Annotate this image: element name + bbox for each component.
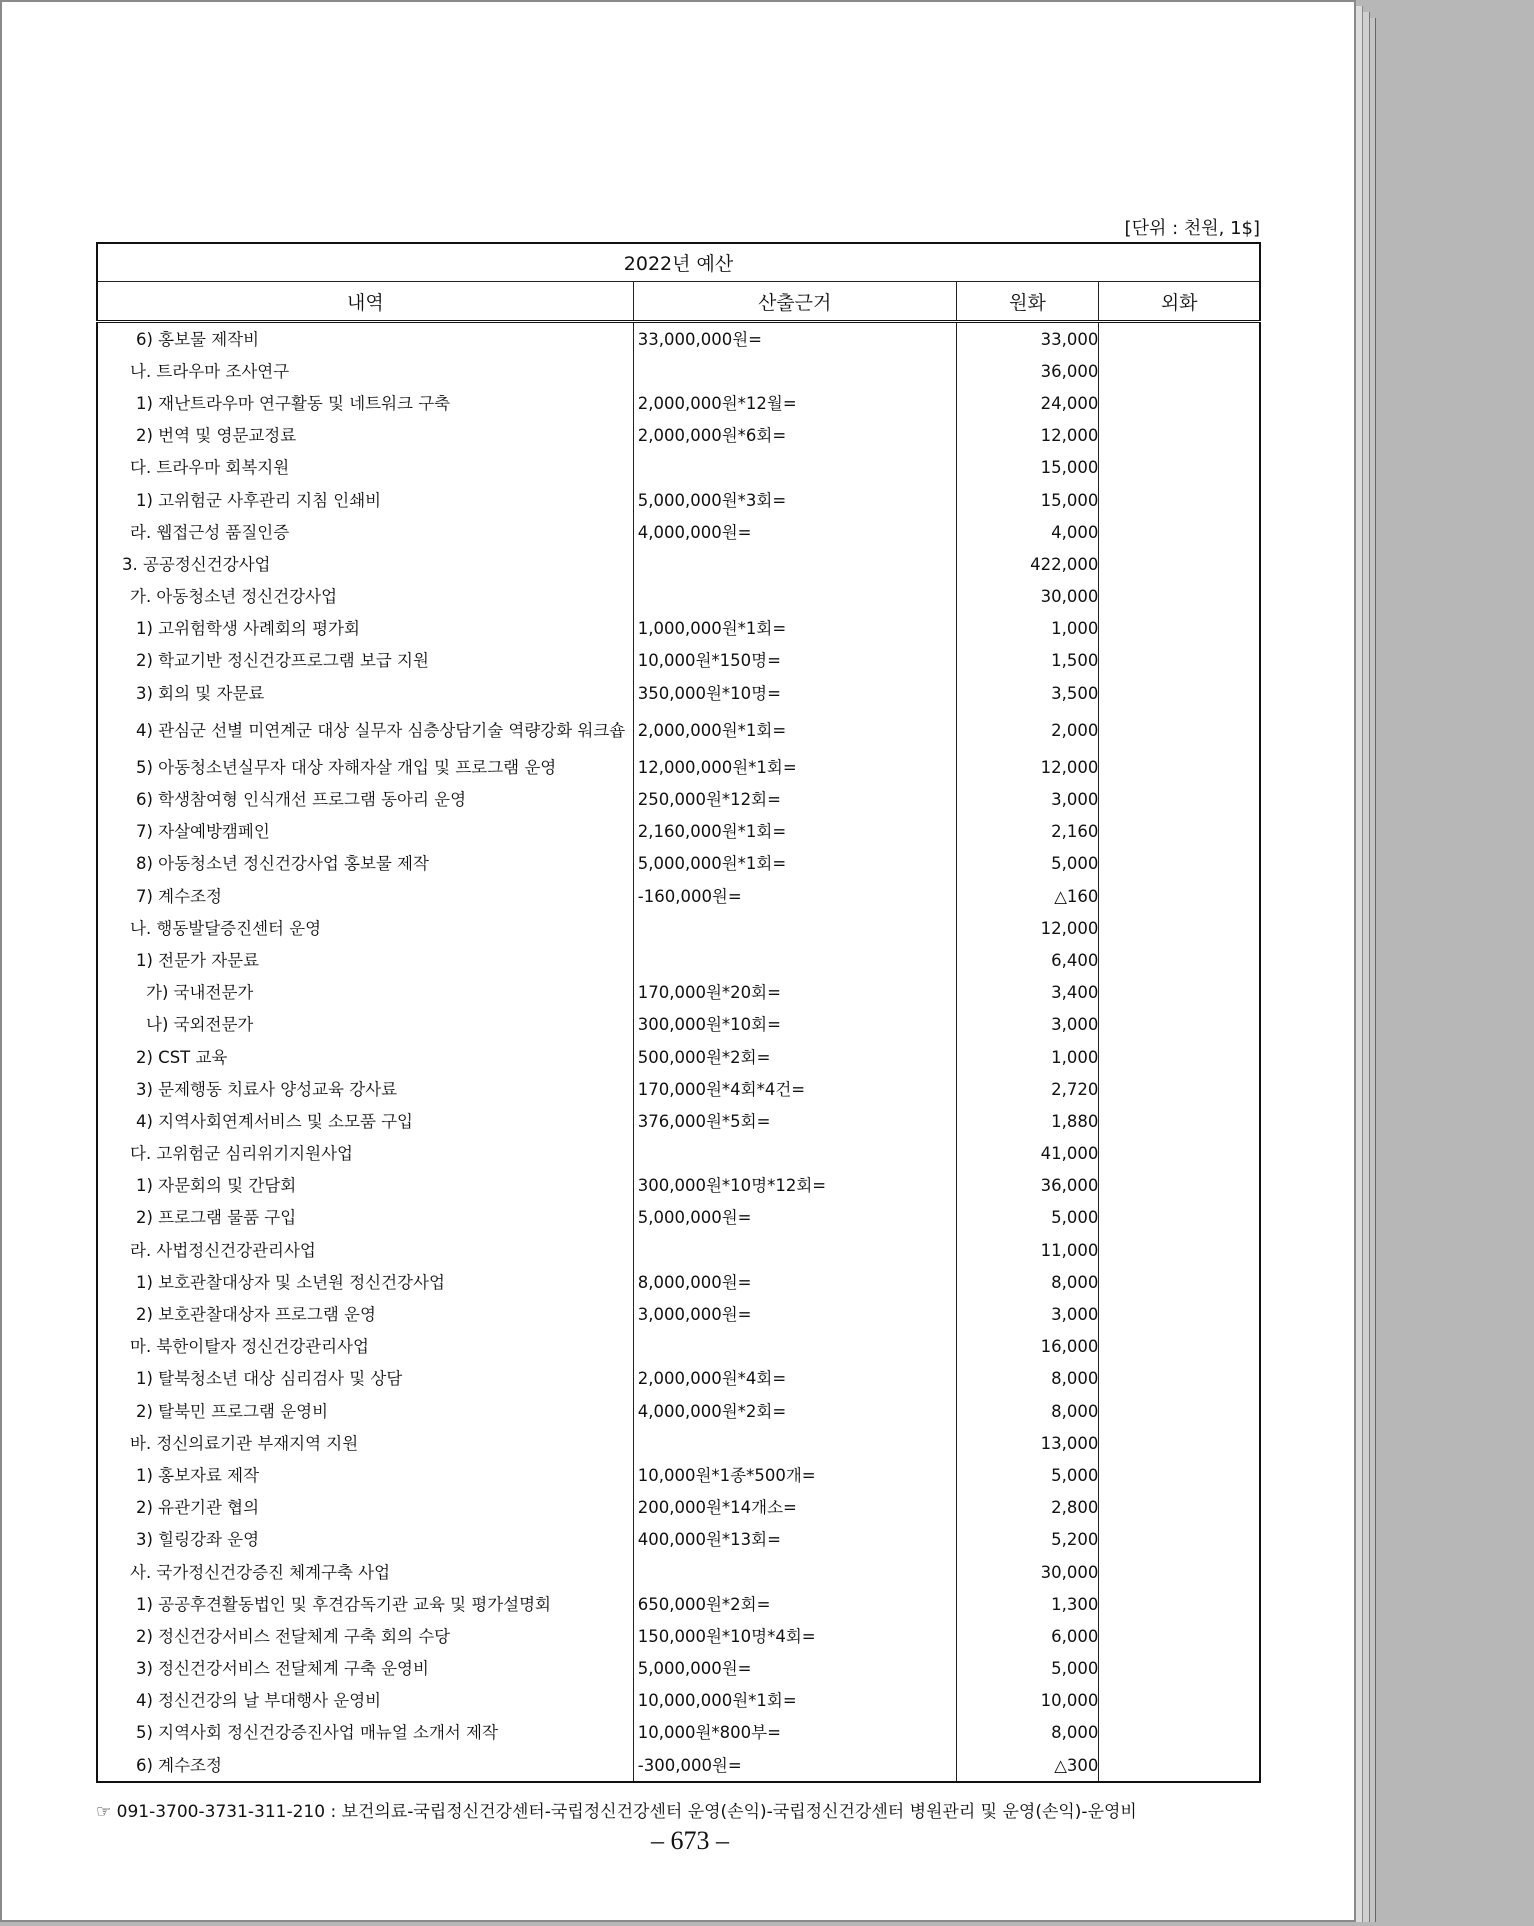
cell-krw: 6,400 — [956, 944, 1099, 976]
cell-item: 7) 계수조정 — [97, 880, 633, 912]
cell-krw: 4,000 — [956, 516, 1099, 548]
cell-basis: 10,000,000원*1회= — [633, 1685, 956, 1717]
cell-basis: 10,000원*150명= — [633, 645, 956, 677]
cell-item: 6) 홍보물 제작비 — [97, 322, 633, 356]
page-number: – 673 – — [651, 1826, 729, 1855]
cell-foreign — [1099, 1556, 1260, 1588]
table-row — [97, 1138, 1260, 1170]
table-row — [97, 387, 1260, 419]
table-row — [97, 1105, 1260, 1137]
table-row — [97, 1717, 1260, 1749]
cell-item: 가. 아동청소년 정신건강사업 — [97, 581, 633, 613]
cell-basis — [633, 1234, 956, 1266]
table-row — [97, 1492, 1260, 1524]
cell-basis: 2,000,000원*6회= — [633, 420, 956, 452]
table-title: 2022년 예산 — [97, 243, 1260, 282]
cell-basis — [633, 1556, 956, 1588]
table-row — [97, 581, 1260, 613]
cell-foreign — [1099, 581, 1260, 613]
cell-item: 1) 홍보자료 제작 — [97, 1459, 633, 1491]
cell-basis: 4,000,000원*2회= — [633, 1395, 956, 1427]
cell-basis: 8,000,000원= — [633, 1266, 956, 1298]
cell-foreign — [1099, 322, 1260, 356]
table-row — [97, 1202, 1260, 1234]
cell-foreign — [1099, 977, 1260, 1009]
cell-krw: 5,000 — [956, 1653, 1099, 1685]
cell-item: 마. 북한이탈자 정신건강관리사업 — [97, 1331, 633, 1363]
table-row — [97, 880, 1260, 912]
cell-item: 6) 계수조정 — [97, 1749, 633, 1782]
cell-krw: 15,000 — [956, 484, 1099, 516]
cell-foreign — [1099, 848, 1260, 880]
cell-foreign — [1099, 944, 1260, 976]
cell-item: 7) 자살예방캠페인 — [97, 816, 633, 848]
cell-foreign — [1099, 1041, 1260, 1073]
cell-foreign — [1099, 751, 1260, 783]
table-row — [97, 645, 1260, 677]
table-row — [97, 322, 1260, 356]
cell-foreign — [1099, 912, 1260, 944]
cell-foreign — [1099, 1427, 1260, 1459]
cell-basis: 170,000원*4회*4건= — [633, 1073, 956, 1105]
cell-foreign — [1099, 387, 1260, 419]
table-row — [97, 1009, 1260, 1041]
table-row — [97, 1395, 1260, 1427]
cell-foreign — [1099, 1717, 1260, 1749]
cell-item: 1) 고위험군 사후관리 지침 인쇄비 — [97, 484, 633, 516]
cell-item: 2) 유관기관 협의 — [97, 1492, 633, 1524]
cell-basis: 1,000,000원*1회= — [633, 613, 956, 645]
cell-krw: 5,000 — [956, 1459, 1099, 1491]
cell-krw: 8,000 — [956, 1395, 1099, 1427]
table-row — [97, 912, 1260, 944]
cell-foreign — [1099, 709, 1260, 751]
cell-basis — [633, 548, 956, 580]
cell-basis — [633, 1138, 956, 1170]
cell-basis: 12,000,000원*1회= — [633, 751, 956, 783]
cell-basis: 200,000원*14개소= — [633, 1492, 956, 1524]
table-row — [97, 516, 1260, 548]
table-row — [97, 977, 1260, 1009]
cell-krw: 30,000 — [956, 581, 1099, 613]
cell-foreign — [1099, 1009, 1260, 1041]
cell-krw: 422,000 — [956, 548, 1099, 580]
cell-basis: 4,000,000원= — [633, 516, 956, 548]
cell-item: 3. 공공정신건강사업 — [97, 548, 633, 580]
table-row — [97, 1170, 1260, 1202]
cell-item: 1) 재난트라우마 연구활동 및 네트워크 구축 — [97, 387, 633, 419]
cell-krw: 3,400 — [956, 977, 1099, 1009]
cell-krw: 10,000 — [956, 1685, 1099, 1717]
table-body — [97, 322, 1260, 1783]
cell-krw: △300 — [956, 1749, 1099, 1782]
cell-foreign — [1099, 677, 1260, 709]
table-row — [97, 709, 1260, 751]
cell-item: 2) 보호관찰대상자 프로그램 운영 — [97, 1298, 633, 1330]
cell-basis: -300,000원= — [633, 1749, 956, 1782]
cell-foreign — [1099, 1105, 1260, 1137]
cell-item: 나) 국외전문가 — [97, 1009, 633, 1041]
cell-basis — [633, 581, 956, 613]
cell-basis: 5,000,000원*1회= — [633, 848, 956, 880]
cell-foreign — [1099, 1266, 1260, 1298]
page-stack-edge — [1363, 12, 1370, 1922]
table-row — [97, 1749, 1260, 1782]
table-row — [97, 1073, 1260, 1105]
cell-foreign — [1099, 1202, 1260, 1234]
cell-item: 3) 회의 및 자문료 — [97, 677, 633, 709]
cell-basis — [633, 1331, 956, 1363]
cell-foreign — [1099, 1588, 1260, 1620]
cell-basis: 250,000원*12회= — [633, 783, 956, 815]
cell-item: 2) 프로그램 물품 구입 — [97, 1202, 633, 1234]
cell-krw: 12,000 — [956, 751, 1099, 783]
cell-basis — [633, 452, 956, 484]
cell-krw: 8,000 — [956, 1717, 1099, 1749]
cell-krw: 3,000 — [956, 783, 1099, 815]
cell-item: 다. 트라우마 회복지원 — [97, 452, 633, 484]
cell-foreign — [1099, 1363, 1260, 1395]
table-row — [97, 1620, 1260, 1652]
cell-krw: 3,000 — [956, 1298, 1099, 1330]
cell-basis: 350,000원*10명= — [633, 677, 956, 709]
cell-item: 라. 사법정신건강관리사업 — [97, 1234, 633, 1266]
footnote: ☞ 091-3700-3731-311-210 : 보건의료-국립정신건강센터-국립정신건강센터 운영(손익)-국립정신건강센터 병원관리 및 운영(손익)-운영비 — [96, 1802, 1137, 1822]
table-row — [97, 1653, 1260, 1685]
cell-item: 3) 정신건강서비스 전달체계 구축 운영비 — [97, 1653, 633, 1685]
cell-foreign — [1099, 1138, 1260, 1170]
cell-basis: 10,000원*1종*500개= — [633, 1459, 956, 1491]
cell-krw: 13,000 — [956, 1427, 1099, 1459]
cell-item: 4) 정신건강의 날 부대행사 운영비 — [97, 1685, 633, 1717]
cell-basis: 5,000,000원= — [633, 1202, 956, 1234]
table-row — [97, 452, 1260, 484]
column-header-krw: 원화 — [956, 282, 1099, 322]
cell-krw: 1,000 — [956, 1041, 1099, 1073]
column-header-foreign: 외화 — [1099, 282, 1260, 322]
cell-basis — [633, 1427, 956, 1459]
column-header-basis: 산출근거 — [633, 282, 956, 322]
cell-foreign — [1099, 1170, 1260, 1202]
unit-label: [단위 : 천원, 1$] — [1124, 218, 1260, 239]
cell-foreign — [1099, 1234, 1260, 1266]
cell-krw: 5,200 — [956, 1524, 1099, 1556]
cell-krw: 3,500 — [956, 677, 1099, 709]
cell-basis — [633, 912, 956, 944]
cell-foreign — [1099, 816, 1260, 848]
cell-item: 5) 지역사회 정신건강증진사업 매뉴얼 소개서 제작 — [97, 1717, 633, 1749]
cell-basis — [633, 355, 956, 387]
cell-foreign — [1099, 516, 1260, 548]
cell-basis: 376,000원*5회= — [633, 1105, 956, 1137]
cell-krw: 12,000 — [956, 420, 1099, 452]
cell-krw: 1,880 — [956, 1105, 1099, 1137]
cell-item: 2) 번역 및 영문교정료 — [97, 420, 633, 452]
cell-item: 6) 학생참여형 인식개선 프로그램 동아리 운영 — [97, 783, 633, 815]
cell-foreign — [1099, 548, 1260, 580]
cell-foreign — [1099, 1459, 1260, 1491]
cell-item: 가) 국내전문가 — [97, 977, 633, 1009]
cell-item: 라. 웹접근성 품질인증 — [97, 516, 633, 548]
cell-basis: 2,000,000원*1회= — [633, 709, 956, 751]
cell-basis: -160,000원= — [633, 880, 956, 912]
table-row — [97, 613, 1260, 645]
table-row — [97, 1588, 1260, 1620]
cell-krw: 1,000 — [956, 613, 1099, 645]
cell-item: 1) 탈북청소년 대상 심리검사 및 상담 — [97, 1363, 633, 1395]
cell-item: 나. 행동발달증진센터 운영 — [97, 912, 633, 944]
cell-krw: 5,000 — [956, 848, 1099, 880]
cell-item: 바. 정신의료기관 부재지역 지원 — [97, 1427, 633, 1459]
cell-item: 나. 트라우마 조사연구 — [97, 355, 633, 387]
table-row — [97, 355, 1260, 387]
cell-item: 2) CST 교육 — [97, 1041, 633, 1073]
table-row — [97, 1524, 1260, 1556]
cell-item: 2) 정신건강서비스 전달체계 구축 회의 수당 — [97, 1620, 633, 1652]
cell-basis: 300,000원*10명*12회= — [633, 1170, 956, 1202]
cell-basis: 2,000,000원*12월= — [633, 387, 956, 419]
cell-foreign — [1099, 420, 1260, 452]
cell-foreign — [1099, 613, 1260, 645]
table-row — [97, 1234, 1260, 1266]
cell-foreign — [1099, 783, 1260, 815]
cell-foreign — [1099, 1331, 1260, 1363]
cell-item: 4) 지역사회연계서비스 및 소모품 구입 — [97, 1105, 633, 1137]
cell-foreign — [1099, 355, 1260, 387]
cell-item: 3) 힐링강좌 운영 — [97, 1524, 633, 1556]
cell-krw: 2,800 — [956, 1492, 1099, 1524]
cell-item: 5) 아동청소년실무자 대상 자해자살 개입 및 프로그램 운영 — [97, 751, 633, 783]
cell-krw: 16,000 — [956, 1331, 1099, 1363]
cell-krw: 36,000 — [956, 1170, 1099, 1202]
table-row — [97, 783, 1260, 815]
table-row — [97, 1556, 1260, 1588]
cell-krw: 33,000 — [956, 322, 1099, 356]
table-row — [97, 1685, 1260, 1717]
cell-krw: 12,000 — [956, 912, 1099, 944]
cell-basis: 150,000원*10명*4회= — [633, 1620, 956, 1652]
table-row — [97, 944, 1260, 976]
cell-item: 2) 학교기반 정신건강프로그램 보급 지원 — [97, 645, 633, 677]
cell-item: 1) 전문가 자문료 — [97, 944, 633, 976]
cell-krw: 2,160 — [956, 816, 1099, 848]
cell-krw: 8,000 — [956, 1363, 1099, 1395]
cell-basis: 2,160,000원*1회= — [633, 816, 956, 848]
cell-item: 1) 고위험학생 사례회의 평가회 — [97, 613, 633, 645]
table-row — [97, 1331, 1260, 1363]
budget-table — [96, 242, 1261, 1783]
cell-basis: 650,000원*2회= — [633, 1588, 956, 1620]
cell-foreign — [1099, 1620, 1260, 1652]
cell-basis: 170,000원*20회= — [633, 977, 956, 1009]
page-stack-edge — [1370, 18, 1376, 1922]
cell-foreign — [1099, 1073, 1260, 1105]
table-row — [97, 848, 1260, 880]
cell-foreign — [1099, 1395, 1260, 1427]
page-stack-edge — [1356, 6, 1363, 1922]
cell-foreign — [1099, 1749, 1260, 1782]
cell-krw: 5,000 — [956, 1202, 1099, 1234]
cell-foreign — [1099, 452, 1260, 484]
cell-foreign — [1099, 1653, 1260, 1685]
cell-krw: 41,000 — [956, 1138, 1099, 1170]
cell-krw: 3,000 — [956, 1009, 1099, 1041]
table-row — [97, 1459, 1260, 1491]
table-row — [97, 548, 1260, 580]
cell-basis: 2,000,000원*4회= — [633, 1363, 956, 1395]
cell-item: 1) 자문회의 및 간담회 — [97, 1170, 633, 1202]
table-row — [97, 751, 1260, 783]
cell-krw: △160 — [956, 880, 1099, 912]
cell-foreign — [1099, 1492, 1260, 1524]
cell-krw: 6,000 — [956, 1620, 1099, 1652]
cell-basis: 3,000,000원= — [633, 1298, 956, 1330]
cell-foreign — [1099, 645, 1260, 677]
cell-basis: 500,000원*2회= — [633, 1041, 956, 1073]
cell-basis: 400,000원*13회= — [633, 1524, 956, 1556]
cell-krw: 1,300 — [956, 1588, 1099, 1620]
cell-foreign — [1099, 1524, 1260, 1556]
table-row — [97, 1427, 1260, 1459]
cell-item: 다. 고위험군 심리위기지원사업 — [97, 1138, 633, 1170]
cell-foreign — [1099, 880, 1260, 912]
cell-krw: 24,000 — [956, 387, 1099, 419]
cell-krw: 30,000 — [956, 1556, 1099, 1588]
table-row — [97, 484, 1260, 516]
table-row — [97, 1298, 1260, 1330]
cell-basis: 33,000,000원= — [633, 322, 956, 356]
table-row — [97, 1041, 1260, 1073]
cell-item: 1) 공공후견활동법인 및 후견감독기관 교육 및 평가설명회 — [97, 1588, 633, 1620]
cell-item: 2) 탈북민 프로그램 운영비 — [97, 1395, 633, 1427]
cell-krw: 2,720 — [956, 1073, 1099, 1105]
cell-item: 사. 국가정신건강증진 체계구축 사업 — [97, 1556, 633, 1588]
cell-krw: 11,000 — [956, 1234, 1099, 1266]
table-row — [97, 1363, 1260, 1395]
cell-krw: 36,000 — [956, 355, 1099, 387]
cell-krw: 1,500 — [956, 645, 1099, 677]
cell-item: 4) 관심군 선별 미연계군 대상 실무자 심층상담기술 역량강화 워크숍 — [97, 709, 633, 751]
column-header-item: 내역 — [97, 282, 633, 322]
cell-foreign — [1099, 484, 1260, 516]
cell-item: 8) 아동청소년 정신건강사업 홍보물 제작 — [97, 848, 633, 880]
table-row — [97, 420, 1260, 452]
cell-item: 3) 문제행동 치료사 양성교육 강사료 — [97, 1073, 633, 1105]
cell-item: 1) 보호관찰대상자 및 소년원 정신건강사업 — [97, 1266, 633, 1298]
cell-foreign — [1099, 1298, 1260, 1330]
cell-krw: 8,000 — [956, 1266, 1099, 1298]
table-row — [97, 1266, 1260, 1298]
table-row — [97, 816, 1260, 848]
cell-basis: 300,000원*10회= — [633, 1009, 956, 1041]
cell-basis — [633, 944, 956, 976]
cell-basis: 10,000원*800부= — [633, 1717, 956, 1749]
cell-foreign — [1099, 1685, 1260, 1717]
cell-krw: 2,000 — [956, 709, 1099, 751]
table-row — [97, 677, 1260, 709]
cell-basis: 5,000,000원*3회= — [633, 484, 956, 516]
cell-krw: 15,000 — [956, 452, 1099, 484]
cell-basis: 5,000,000원= — [633, 1653, 956, 1685]
